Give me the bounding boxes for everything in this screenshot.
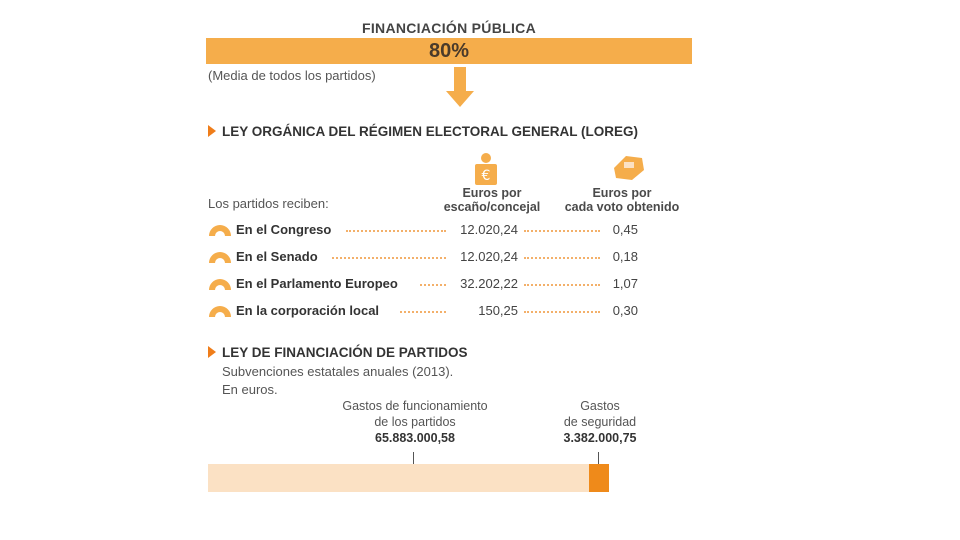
loreg-heading (208, 124, 638, 139)
row-label-parlamento: En el Parlamento Europeo (236, 276, 398, 291)
main-title: FINANCIACIÓN PÚBLICA (362, 20, 536, 36)
section-marker-icon (208, 125, 216, 137)
euro-person-icon (471, 152, 501, 186)
row-label-congreso: En el Congreso (236, 222, 332, 237)
operating-bar (208, 464, 609, 492)
financing-heading (208, 345, 468, 360)
loreg-title: LEY ORGÁNICA DEL RÉGIMEN ELECTORAL GENERAL (LOREG) (222, 124, 639, 139)
row-value-per-seat: 32.202,22 (460, 276, 518, 291)
security-caption-line1: Gastos (580, 399, 620, 413)
operating-amount-value: 65.883.000,58 (375, 431, 455, 445)
security-bar (589, 464, 609, 492)
svg-text:€: € (481, 168, 491, 184)
row-value-per-vote: 0,30 (612, 303, 638, 318)
hemicycle-icon (208, 224, 232, 236)
security-caption-line2: de seguridad (563, 415, 637, 429)
operating-caption-line1: Gastos de funcionamiento (342, 399, 488, 413)
financing-title: LEY DE FINANCIACIÓN DE PARTIDOS (222, 345, 468, 360)
receive-label: Los partidos reciben: (208, 196, 329, 211)
row-value-per-vote: 0,18 (612, 249, 638, 264)
row-label-local: En la corporación local (236, 303, 380, 318)
col-head-per-seat-line2: escaño/concejal (443, 200, 541, 214)
row-value-per-seat: 12.020,24 (460, 222, 518, 237)
security-amount (540, 430, 660, 446)
percentage-value: 80% (428, 40, 470, 62)
row-leader (524, 311, 600, 313)
hemicycle-icon (208, 305, 232, 317)
col-head-per-seat-line1: Euros por (462, 186, 522, 200)
operating-amount (320, 430, 510, 446)
row-leader (524, 284, 600, 286)
row-value-per-seat: 12.020,24 (460, 249, 518, 264)
row-value-per-seat: 150,25 (478, 303, 518, 318)
row-leader (524, 230, 600, 232)
row-leader (346, 230, 446, 232)
section-marker-icon (208, 346, 216, 358)
security-caption (540, 398, 660, 446)
security-amount-value: 3.382.000,75 (563, 431, 637, 445)
row-leader (524, 257, 600, 259)
row-leader (332, 257, 446, 259)
col-head-per-vote-line2: cada voto obtenido (564, 200, 680, 214)
hemicycle-icon (208, 278, 232, 290)
row-value-per-vote: 1,07 (612, 276, 638, 291)
operating-caption (320, 398, 510, 446)
financing-unit: En euros. (222, 382, 278, 397)
financing-subtitle: Subvenciones estatales anuales (2013). (222, 364, 454, 379)
percentage-note: (Media de todos los partidos) (208, 68, 376, 83)
col-head-per-vote (554, 186, 690, 214)
hemicycle-icon (208, 251, 232, 263)
operating-caption-line2: de los partidos (374, 415, 456, 429)
col-head-per-seat (430, 186, 554, 214)
ballot-icon (610, 154, 646, 182)
arrow-down-icon (446, 67, 474, 109)
row-label-senado: En el Senado (236, 249, 318, 264)
col-head-per-vote-line1: Euros por (592, 186, 652, 200)
row-value-per-vote: 0,45 (612, 222, 638, 237)
